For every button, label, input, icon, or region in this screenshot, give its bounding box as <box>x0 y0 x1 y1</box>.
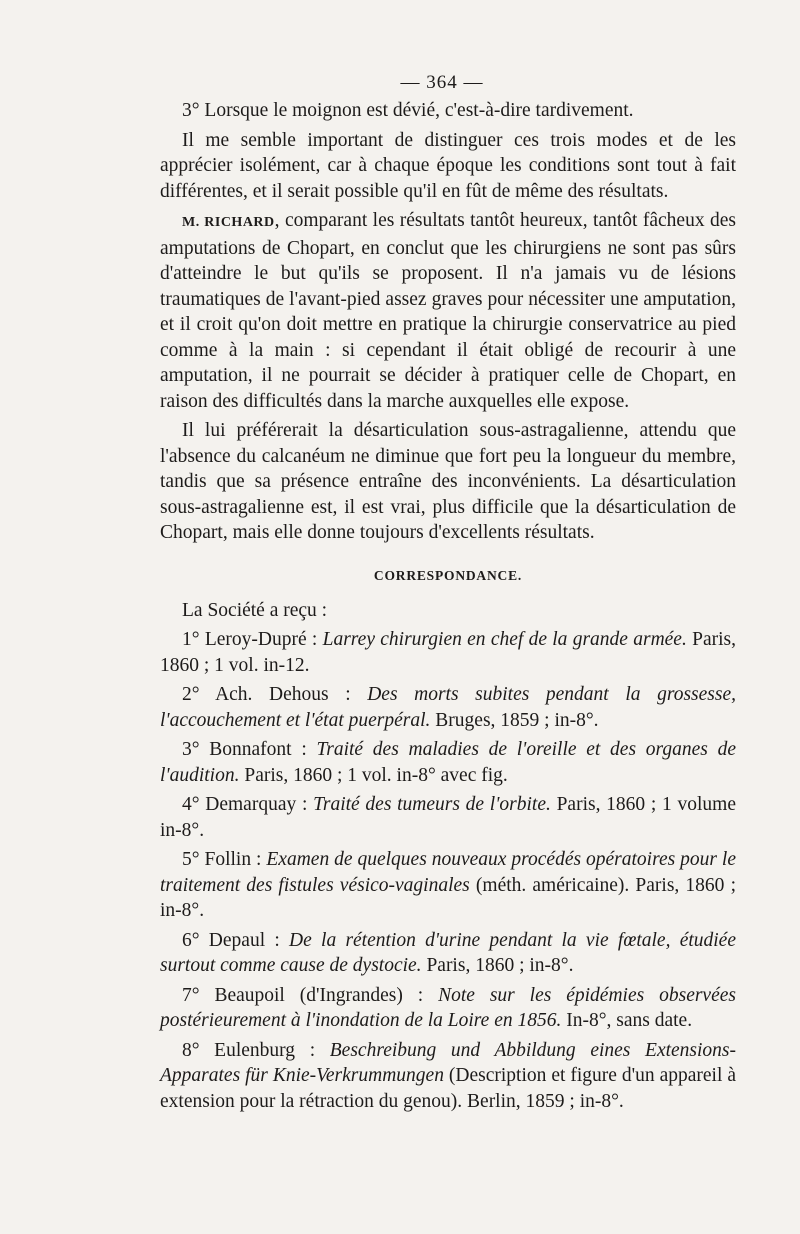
entry-author: 1° Leroy-Dupré : <box>182 629 323 650</box>
entry-author: 5° Follin : <box>182 849 267 870</box>
entry-author: 3° Bonnafont : <box>182 739 317 760</box>
entry-1 <box>160 627 736 678</box>
entry-title: Examen de quelques nouveaux procédés opératoires pour le traitement des fistules vésico-vaginales <box>160 849 736 896</box>
entry-title: Traité des tumeurs de l'orbite. <box>313 794 551 815</box>
correspondence-intro: La Société a reçu : <box>182 599 328 621</box>
entry-author: 6° Depaul : <box>182 929 290 951</box>
entry-title: De la rétention d'urine pendant la vie fœtale, étudiée surtout comme cause de dystocie. <box>160 929 736 976</box>
speaker-name: M. RICHARD <box>182 215 275 230</box>
entry-6 <box>160 928 736 979</box>
entry-2 <box>160 682 736 733</box>
entry-details: Paris, 1860 ; in-8°. <box>421 955 574 976</box>
entry-author: 4° Demarquay : <box>182 794 314 815</box>
paragraph-4: Il lui préférerait la désarticulation sous-astragalienne, attendu que l'absence du calcanéum ne diminue que fort peu la longueur du membre, tandis que sa présence entraîne des inconvénients. La désarticulation sous-astragalienne est, il est vrai, plus difficile que la désarticulation de Chopart, mais elle donne toujours d'excellents résultats. <box>160 420 736 543</box>
entry-title: Beschreibung und Abbildung eines Extensions-Apparates für Knie-Verkrummungen <box>160 1039 737 1086</box>
entry-details: (Description et figure d'un appareil à extension pour la rétraction du genou). Berlin, 1859 ; in-8°. <box>160 1065 736 1112</box>
entry-7 <box>160 983 736 1034</box>
paragraph-3 <box>160 208 736 414</box>
entry-author: 8° Eulenburg : <box>182 1039 330 1061</box>
paragraph-3-text: , comparant les résultats tantôt heureux, tantôt fâcheux des amputations de Chopart, en conclut que les chirurgiens ne sont pas sûrs d'atteindre le but qu'ils se proposent. Il n'a jamais vu de lésions traumatiques de l'avant-pied assez graves pour nécessiter une amputation, et il croit qu'on doit mettre en pratique la chirurgie conservatrice au pied comme à la main : si cependant il était obligé de recourir à une amputation, il ne pourrait se décider à pratiquer celle de Chopart, en raison des difficultés dans la marche auxquelles elle expose. <box>160 210 737 412</box>
entry-4 <box>160 792 736 843</box>
entry-title: Note sur les épidémies observées postérieurement à l'inondation de la Loire en 1856. <box>160 984 736 1031</box>
entry-author: 2° Ach. Dehous : <box>182 684 368 705</box>
paragraph-1: 3° Lorsque le moignon est dévié, c'est-à-dire tardivement. <box>182 100 634 121</box>
page-number: — 364 — <box>400 72 484 93</box>
paragraph-2: Il me semble important de distinguer ces trois modes et de les apprécier isolément, car à chaque époque les conditions sont tout à fait différentes, et il serait possible qu'il en fût de même des résultats. <box>160 129 736 202</box>
entry-details: Paris, 1860 ; 1 vol. in-8° avec fig. <box>239 764 508 786</box>
entry-title: Des morts subites pendant la grossesse, l'accouchement et l'état puerpéral. <box>160 684 736 731</box>
entry-details: Paris, 1860 ; 1 volume in-8°. <box>160 794 736 841</box>
entry-details: Bruges, 1859 ; in-8°. <box>430 709 599 731</box>
entry-8 <box>160 1038 736 1115</box>
entry-details: In-8°, sans date. <box>561 1010 693 1031</box>
entry-5 <box>160 847 736 924</box>
entry-author: 7° Beaupoil (d'Ingrandes) : <box>182 984 439 1006</box>
entry-details: (méth. américaine). Paris, 1860 ; in-8°. <box>160 874 736 921</box>
entry-title: Traité des maladies de l'oreille et des organes de l'audition. <box>160 739 736 786</box>
entry-title: Larrey chirurgien en chef de la grande armée. <box>322 629 687 650</box>
entry-3 <box>160 737 736 788</box>
entry-details: Paris, 1860 ; 1 vol. in-12. <box>160 629 736 676</box>
section-title: CORRESPONDANCE. <box>373 567 523 583</box>
